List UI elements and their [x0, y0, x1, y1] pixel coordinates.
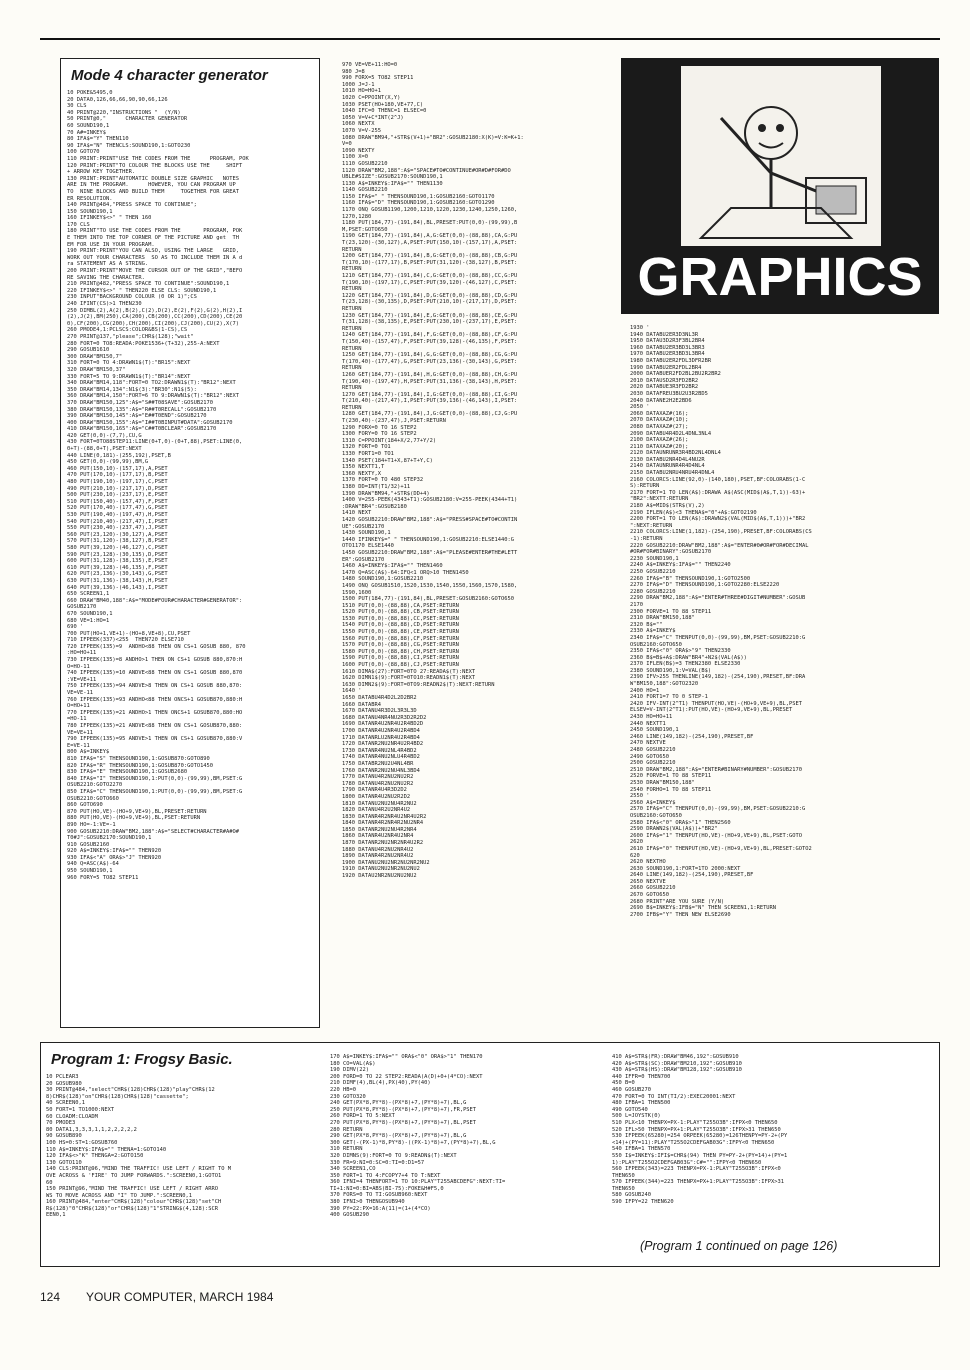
- frogsy-listing-col1: 10 PCLEAR3 20 GOSUB980 30 PRINT@484,"select"CHR$(128)CHR$(128)"play"CHR$(12 8)CHR$(128)"on"CHR$(128)CHR$(128)"cassette"; 40 SCREEN0,1 50 FORT=1 TO1000:NEXT 60 CLOADM:CLOADM 70 PMODE3 80 DATA1,3,3,3,1,1,2,2,2,2,2 90 GOSUB890 100 HS=0:ST=1:GOSUB760 110 A$=INKEY$:IFA$="" THENA=1:GOTO140 120 IFA$<>"K" THENGA=2:GOTO150 130 GOTO110 140 CLS:PRINT@96,"MIND THE TRAFFIC! USE LEFT / RIGHT TO M OVE ACROSS & 'FIRE' TO JUMP FORWARDS.":SCREEN0,1:GOTO1 60 150 PRINT@96,"MIND THE TRAFFIC! USE LEFT / RIGHT ARRO WS TO MOVE ACROSS AND "I" TO JUMP.":SCREEN0,1 160 PRINT@484,"enter"CHR$(128)"colour"CHR$(128)"set"CH R$(128)"0"CHR$(128)"or"CHR$(128)"1"STRING$(4,128):SCR EEN0,1: [46, 1074, 231, 1219]
- page-number: 124: [40, 1290, 61, 1304]
- mode4-listing-box: [60, 58, 320, 1028]
- graphics-illustration: [621, 58, 939, 314]
- frogsy-title: Program 1: Frogsy Basic.: [51, 1051, 233, 1068]
- graphics-heading: GRAPHICS: [637, 247, 923, 307]
- frogsy-listing-col3: 410 A$=STR$(FR):DRAW"BM46,192":GOSUB910 420 A$=STR$(SC):DRAW"BM210,192":GOSUB910 430 A$=STR$(HS):DRAW"BM128,192":GOSUB910 440 IFFR=0 THEN700 450 B=0 460 GOSUB270 470 FORT=0 TO INT(TI/2):EXEC20001:NEXT 480 IFBA=1 THEN500 490 GOTO540 500 L=JOYSTK(0) 510 PLX<10 THENPX=PX-1:PLAY"T255O3B":IFPX<0 THEN650 520 IFL>50 THENPX=PX+1:PLAY"T255O3B":IFPX>31 THEN650 530 IFPEEK(65280)=254 ORPEEK(65280)=126THENPY=PY-2+(PY <14)+(PY=11):PLAY"T255O2CDEFGAB03G":IFPY<0 THEN650 540 IFBA=1 THEN570 550 I$=INKEY$:IFI$=CHR$(94) THEN PY=PY-2+(PY=14)+(PY=1 1):PLAY"T255O2CDEFGAB03G":C#="":IFPY<0 THEN650 560 IFPEEK(343)=223 THENPX=PX-1:PLAY"T255O3B":IFPX<0 THEN650 570 IFPEEK(344)=223 THENPX=PX+1:PLAY"T255O3B":IFPX>31 THEN650 580 GOSUB240 590 IFPY=22 THEN620: [612, 1054, 788, 1206]
- continued-note: (Program 1 continued on page 126): [640, 1239, 838, 1253]
- top-rule: [40, 38, 940, 40]
- mode4-listing-col3: 1930 ' 1940 DATABU2ER3D3NL3R 1950 DATAU3D2R3F3BL2BR4 1960 DATABU2ER3BD3L3BR3 1970 DATABU2ER3BD3L3BR4 1980 DATABU2ER2FDL3DFR2BR 1990 DATABU2ER2FDL2BR4 2000 DATABUER2FD2BL2BU2R2BR2 2010 DATAUSD2R3FD2BR2 2020 DATABUE3R3FD2BR2 2030 DATAFREU3BU2U3R2BD5 2040 DATANE2H2E2BD6 2050 ' 2060 DATAXAZ#(16); 2070 DATAXAZ#(10); 2080 DATAXAZ#(27); 2090 DATABU4R4D2L4DNL3NL4 2100 DATAXAZ#(26); 2110 DATAXAZ#(20); 2120 DATAUNRUNR3R4BD2NL4DNL4 2130 DATABU2NR4D4L4NU2R 2140 DATAUNRUNR4R4D4NL4 2150 DATABU2NRU4NRU4R4DNL4 2160 COLORCS:LINE(92,0)-(140,180),PSET,BF:COLORABS(1-C S):RETURN 2170 FORT=1 TO LEN(A$):DRAWA A$(ASC(MID$(A$,T,1))-63)+ "BR2":NEXTT:RETURN 2180 A$=MID$(STR$(V),2) 2190 IFLEN(A$)<3 THENA$="0"+A$:GOTO2190 2200 FORT=1 TO LEN(A$):DRAWN2$(VAL(MID$(A$,T,1)))+"BR2 ":NEXT:RETURN 2210 COLORCS:LINE(1,182)-(254,190),PRESET,BF:COLORABS(CS -1):RETURN 2220 GOSUB2210:DRAW"BM2,188":A$="ENTER#0#OR#FOR#DECIMAL #OR#FOR#BINARY":GOSUB2170 2230 SOUND190,1 2240 A$=INKEY$:IFA$="" THEN2240 2250 GOSUB2210 2260 IFA$="B" THENSOUND190,1:GOTO2500 2270 IFA$="D" THENSOUND190,1:GOTO2280:ELSE2220 2280 GOSUB2210 2290 DRAW"BM2,188":A$="ENTER#THREE#DIGIT#NUMBER":GOSUB 2170 2300 FORVE=1 TO 88 STEP11 2310 DRAW"BM150,188" 2320 B$="" 2330 A$=INKEY$ 2340 IFA$="C" THENPUT(0,0)-(99,99),BM,PSET:GOSUB2210:G OSUB2160:GOTO650 2350 IFA$<"0" ORA$>"9" THEN2330 2360 B$=B$+A$:DRAW"BR4"+N2$(VAL(A$)) 2370 IFLEN(B$)=3 THEN2380 ELSE2330 2380 SOUND190,1:V=VAL(B$) 2390 IFV>255 THENLINE(149,182)-(254,190),PRESET,BF:DRA W"BM150,188":GOTO2320 2400 HO=1 2410 FORT1=7 TO 0 STEP-1 2420 IFV-INT(2^T1) THENPUT(HO,VE)-(HO+9,VE+9),BL,PSET ELSEV=V-INT(2^T1):PUT(HO,VE)-(HO+9,VE+9),BL,PRESET 2430 HO=HO+11 2440 NEXTT1 2450 SOUND190,1 2460 LINE(149,182)-(254,190),PRESET,BF 2470 NEXTVE 2480 GOSUB2210 2490 GOTO650 2500 GOSUB2210 2510 DRAW"BM2,188":A$="ENTER#BINARY#NUMBER":GOSUB2170 2520 FORVE=1 TO 88 STEP11 2530 DRAW"BM150,188" 2540 FORHO=1 TO 88 STEP11 2550 ' 2560 A$=INKEY$ 2570 IFA$="C" THENPUT(0,0)-(99,99),BM,PSET:GOSUB2210:G OSUB2160:GOTO650 2580 IFA$<"0" ORA$>"1" THEN2560 2590 DRAWN2$(VAL(A$))+"BR2" 2600 IFA$="1" THENPUT(HO,VE)-(HO+9,VE+9),BL,PSET:GOTO 2620 2610 IFA$="0" THENPUT(HO,VE)-(HO+9,VE+9),BL,PRESET:GOTO2 620 2620 NEXTHO 2630 SOUND190,1:FORT=1TO 2000:NEXT 2640 LINE(149,182)-(254,190),PRESET,BF 2650 NEXTVE 2660 GOSUB2210 2670 GOTO650 2680 PRINT"ARE YOU SURE (Y/N) 2690 B$=INKEY$:IFB$="N" THEN SCREEN1,1:RETURN 2700 IFB$="Y" THEN NEW ELSE2690: [630, 325, 812, 918]
- frogsy-listing-col2: 170 A$=INKEY$:IFA$="" ORA$<"0" ORA$>"1" THEN170 180 CO=VAL(A$) 190 DIMV(22) 200 FORD=0 TO 22 STEP2:READA(A(D)+0+(4*CO):NEXT 210 DIMF(4),BL(4),PX(40),PY(40) 220 HB=0 230 GOTO320 240 GET(PX*8,PY*8)-(PX*8)+7,(PY*8)+7),BL,G 250 PUT(PX*8,PY*8)-(PX*8)+7,(PY*8)+7),FR,PSET 260 FORD=1 TO 5:NEXT 270 PUT(PX*8,PY*8)-(PX*8)+7,(PY*8)+7),BL,PSET 280 RETURN 290 GET(PX*8,PY*8)-(PX*8)+7,(PY*8)+7),BL,G 300 GET(-(PX-1)*8,PY*8)-((PX-1)*8)+7,(PY*8)+7),BL,G 310 RETURN 320 DIMNS(9):FORT=0 TO 9:READN$(T):NEXT 330 FR=9:NI=0:SC=0:TI=0:D1=57 340 SCREEN1,CO 350 FORT=1 TO 4:FCOPY7+4 TO T:NEXT 360 IFNI=4 THENFORT=1 TO 10:PLAY"T255ABCDEFG":NEXT:TI= TI+1:NI=0:BI=ABS(BI-75):FOKE&H#F5,0 370 FORS=0 TO TI:GOSUB960:NEXT 380 IFNI>0 THENGOSUB940 390 PY=22:PX=16:A(11)=(1+(4*CO) 400 GOSUB290: [330, 1054, 506, 1219]
- page-footer: [40, 1290, 299, 1304]
- magazine-name: YOUR COMPUTER, MARCH 1984: [86, 1290, 274, 1304]
- mode4-title: Mode 4 character generator: [71, 67, 268, 84]
- mode4-listing-col2: 970 VE=VE+11:HO=0 980 J=8 990 FORX=5 TO82 STEP11 1000 J=J-1 1010 HO=HO+1 1020 C=PPOINT(X,Y) 1030 PSET(HO+180,VE+77,C) 1040 IFC=0 THENC=1 ELSEC=0 1050 V=V+C*INT(2^J) 1060 NEXTX 1070 V=V-255 1080 DRAW"BM94,"+STR$(V+1)+"BR2":GOSUB2180:X(K)=V:K=K+1: V=0 1090 NEXTY 1100 X=0 1110 GOSUB2210 1120 DRAW"BM2,188":A$="SPACE#TO#CONTINUE#OR#D#FOR#DO UBLE#SIZE":GOSUB2170:SOUND190,1 1130 A$=INKEY$:IFA$="" THEN1130 1140 GOSUB2210 1150 IFA$=" " THENSOUND190,1:GOSUB2160:GOTO1170 1160 IFA$="D" THENSOUND190,1:GOSUB2160:GOTO1290 1170 ONQ GOSUB1190,1200,1210,1220,1230,1240,1250,1260, 1270,1280 1180 PUT(184,77)-(191,84),BL,PRESET:PUT(0,0)-(99,99),B M,PSET:GOTO650 1190 GET(184,77)-(191,84),A,G:GET(0,0)-(88,88),CA,G:PU T(23,120)-(30,127),A,PSET:PUT(150,10)-(157,17),A,PSET: RETURN 1200 GET(184,77)-(191,84),B,G:GET(0,0)-(88,88),CB,G:PU T(170,10)-(177,17),B,PSET:PUT(31,120)-(38,127),B,PSET: RETURN 1210 GET(184,77)-(191,84),C,G:GET(0,0)-(88,88),CC,G:PU T(190,10)-(197,17),C,PSET:PUT(39,120)-(46,127),C,PSET: RETURN 1220 GET(184,77)-(191,84),D,G:GET(0,0)-(88,88),CD,G:PU T(23,128)-(30,135),D,PSET:PUT(210,10)-(217,17),D,PSET: RETURN 1230 GET(184,77)-(191,84),E,G:GET(0,0)-(88,88),CE,G:PU T(31,128)-(38,135),E,PSET:PUT(230,10)-(237,17),E,PSET: RETURN 1240 GET(184,77)-(191,84),F,G:GET(0,0)-(88,88),CF,G:PU T(150,40)-(157,47),F,PSET:PUT(39,128)-(46,135),F,PSET: RETURN 1250 GET(184,77)-(191,84),G,G:GET(0,0)-(88,88),CG,G:PU T(170,40)-(177,47),G,PSET:PUT(23,136)-(30,143),G,PSET: RETURN 1260 GET(184,77)-(191,84),H,G:GET(0,0)-(88,88),CH,G:PU T(190,40)-(197,47),H,PSET:PUT(31,136)-(38,143),H,PSET: RETURN 1270 GET(184,77)-(191,84),I,G:GET(0,0)-(88,88),CI,G:PU T(210,40)-(217,47),I,PSET:PUT(39,136)-(46,143),I,PSET: RETURN 1280 GET(184,77)-(191,84),J,G:GET(0,0)-(88,88),CJ,G:PU T(230,40)-(237,47),J,PSET:RETURN 1290 FORX=0 TO 16 STEP2 1300 FORY=0 TO 16 STEP2 1310 C=PPOINT(184+X/2,77+Y/2) 1320 FORT=0 TO1 1330 FORT1=0 TO1 1340 PSET(184+T1+X,87+T+Y,C) 1350 NEXTT1,T 1360 NEXTY,X 1370 FORT=0 TO 480 STEP32 1380 DD=INT(T1/32)+11 1390 DRAW"BM94,"+STR$(DD+4) 1400 V=255-PEEK(4343+T1):GOSUB2180:V=255-PEEK(4344+T1) :DRAW"BR4":GOSUB2180 1410 NEXT 1420 GOSUB2210:DRAW"BM2,188":A$="PRESS#SPACE#TO#CONTIN UE":GOSUB2170 1430 SOUND190,1 1440 IFINKEY$=" " THENSOUND190,1:GOSUB2210:ELSE1440:G OTO1170 ELSE1440 1450 GOSUB2210:DRAW"BM2,188":A$="PLEASE#ENTER#THE#LETT ER":GOSUB2170 1460 A$=INKEY$:IFA$="" THEN1460 1470 Q=ASC(A$)-64:IFQ<1 ORQ>10 THEN1450 1480 SOUND190,1:GOSUB2210 1490 ONQ GOSUB1510,1520,1530,1540,1550,1560,1570,1580, 1590,1600 1500 PUT(184,77)-(191,84),BL,PRESET:GOSUB2160:GOTO650 1510 PUT(0,0)-(88,88),CA,PSET:RETURN 1520 PUT(0,0)-(88,88),CB,PSET:RETURN 1530 PUT(0,0)-(88,88),CC,PSET:RETURN 1540 PUT(0,0)-(88,88),CD,PSET:RETURN 1550 PUT(0,0)-(88,88),CE,PSET:RETURN 1560 PUT(0,0)-(88,88),CF,PSET:RETURN 1570 PUT(0,0)-(88,88),CG,PSET:RETURN 1580 PUT(0,0)-(88,88),CH,PSET:RETURN 1590 PUT(0,0)-(88,88),CI,PSET:RETURN 1600 PUT(0,0)-(88,88),CJ,PSET:RETURN 1610 DIMA$(27):FORT=0TO 27:READA$(T):NEXT 1620 DIMN1$(9):FORT=0TO10:READN1$(T):NEXT 1630 DIMN2$(9):FORT=0TO9:READN2$(T):NEXT:RETURN 1640 ' 1650 DATABU4R4D2L2D2BR2 1660 DATABR4 1670 DATANU4R3D2L3R3L3D 1680 DATANU4NR4NU2R3D2R2D2 1690 DATANR4U2NR4U2R4BD2D 1700 DATANR4U2NR4U2R4BD4 1710 DATANRLU2NR4U2R4BD4 1720 DATANR2NU2NR4U2R4BD2 1730 DATANR4NU2NL4R4BD2 1740 DATANR4NU2NLU4R4BD2 1750 DATABR2NU2U4NL4BR 1760 DATANR2NU2NU4NL3BD4 1770 DATANU4R2NU2NU2R2 1780 DATANU4R2NU2NU2R2 1790 DATANR4U4R3D2D2 1800 DATANR4U2NU2R2D2 1810 DATANU2NU2NU4R2NU2 1820 DATANU4R2U2NR4U2 1830 DATANR4R2NR4U2NR4U2R2 1840 DATANR4R2NR4R2NU2NR4 1850 DATANR2NU2NU4R2NR4 1860 DATANR4U2NR4U2NR4 1870 DATANR2NU2NR2NR4U2R2 1880 DATANU4R2NU2NR4U2 1890 DATANR4R2NU2NR4U2 1900 DATANU2NU2NR2NU2NR2NU2 1910 DATANU2NU2NR2NU2NU2 1920 DATAU2NR2NU2NU2NU2: [342, 62, 524, 880]
- mode4-listing-col1: 10 POKE&5495,0 20 DATA0,126,66,66,90,90,66,126 30 CLS 40 PRINT@220,"INSTRUCTIONS " (Y/N) 50 PRINT@0," CHARACTER GENERATOR 60 SOUND190,1 70 A#=INKEY$ 80 IFA$="Y" THEN110 90 IFA$="N" THENCLS:SOUND190,1:GOTO230 100 GOTO70 110 PRINT:PRINT"USE THE CODES FROM THE PROGRAM, POK 120 PRINT:PRINT"TO COLOUR THE BLOCKS USE THE SHIFT + ARROW KEY TOGETHER. 130 PRINT:PRINT"AUTOMATIC DOUBLE SIZE GRAPHIC NOTES ARE IN THE PROGRAM. HOWEVER, YOU CAN PROGRAM UP TO NINE BLOCKS AND BUILD THEM TOGETHER FOR GREAT ER RESOLUTION. 140 PRINT@484,"PRESS SPACE TO CONTINUE"; 150 SOUND190,1 160 IFINKEY$<>" " THEN 160 170 CLS 180 PRINT"TO USE THE CODES FROM THE PROGRAM, POK E THEM INTO THE TOP CORNER OF THE PICTURE AND get TH EM FOR USE IN YOUR PROGRAM. 190 PRINT:PRINT"YOU CAN ALSO, USING THE LARGE GRID, WORK OUT YOUR CHARACTERS SO AS TO INCLUDE THEM IN A d ra STATEMENT AS A STRING. 200 PRINT:PRINT"MOVE THE CURSOR OUT OF THE GRID","BEFO RE SAVING THE CHARACTER. 210 PRINT@482,"PRESS SPACE TO CONTINUE":SOUND190,1 220 IFINKEY$<>" " THEN220 ELSE CLS: SOUND190,1 230 INPUT"BACKGROUND COLOUR (0 OR 1)";CS 240 IFINT(CS)>1 THEN230 250 DIMBL(2),A(2),B(2),C(2),D(2),E(2),F(2),G(2),H(2),I (2),J(2),BM(250),CA(200),CB(200),CC(200),CD(200),CE(20 0),CF(200),CG(200),CH(200),CI(200),CJ(200),CU(2),X(7) 260 PMODE4,1:PCLSCS:COLOR&BS(1-CS),CS 270 PRINT@137,"please";CHR$(128);"wait" 280 FORT=0 TO8:READA:POKE1536+(T+32),255-A:NEXT 290 GOSUB1610 300 DRAW"BM150,7" 310 FORT=0 TO 4:DRAWN1$(T):"BR15":NEXT 320 DRAW"BM150,37" 330 FORT=5 TO 9:DRAWN1$(T):"BR14":NEXT 340 DRAW"BM14,118":FORT=0 TO2:DRAWN1$(T):"BR12":NEXT 350 DRAW"BM14,134":N1$(3):"BR30":N1$(5): 360 DRAW"BM14,150":FORT=6 TO 9:DRAWN1$(T):"BR12":NEXT 370 DRAW"BM150,125":A$="S##T08SAVE":GOSUB2170 380 DRAW"BM150,135":A$="R##T0RECALL":GOSUB2170 390 DRAW"BM150,145":A$="E##T0END":GOSUB2170 400 DRAW"BM150,155":A$="I##T0BINPUT#DATA":GOSUB2170 410 DRAW"BM150,165":A$="C##T0BCLEAR":GOSUB2170 420 GET(0,0)-(7,7),CU,G 430 FORT=0TO88STEP11:LINE(0+T,0)-(0+T,88),PSET:LINE(0, 0+T)-(88,0+T),PSET:NEXT 440 LINE(0,181)-(255,192),PSET,B 450 GET(0,0)-(99,99),BM,G 460 PUT(150,10)-(157,17),A,PSET 470 PUT(170,10)-(177,17),B,PSET 480 PUT(190,10)-(197,17),C,PSET 490 PUT(210,10)-(217,17),D,PSET 500 PUT(230,10)-(237,17),E,PSET 510 PUT(150,40)-(157,47),F,PSET 520 PUT(170,40)-(177,47),G,PSET 530 PUT(190,40)-(197,47),H,PSET 540 PUT(210,40)-(217,47),I,PSET 550 PUT(230,40)-(237,47),J,PSET 560 PUT(23,120)-(30,127),A,PSET 570 PUT(31,120)-(38,127),B,PSET 580 PUT(39,120)-(46,127),C,PSET 590 PUT(23,128)-(30,135),D,PSET 600 PUT(31,128)-(38,135),E,PSET 610 PUT(39,128)-(46,135),F,PSET 620 PUT(23,136)-(30,143),G,PSET 630 PUT(31,136)-(38,143),H,PSET 640 PUT(39,136)-(46,143),I,PSET 650 SCREEN1,1 660 DRAW"BM40,188":A$="MODE#FOUR#CHARACTER#GENERATOR": GOSUB2170 670 SOUND190,1 680 VE=1:HO=1 690 ' 700 PUT(HO+1,VE+1)-(HO+8,VE+8),CU,PSET 710 IFPEEK(337)<255 THEN720 ELSE710 720 IFPEEK(135)=9 ANDHO<88 THEN ON CS+1 GOSUB 880, 870 :HO=HO+11 730 IFPEEK(135)=8 ANDHO>1 THEN ON CS+1 GOSUB 880,870:H O=HO-11 740 IFPEEK(135)=10 ANDVE<88 THEN ON CS+1 GOSUB 880,870 :VE=VE+11 750 IFPEEK(135)=94 ANDVE>8 THEN ON CS+1 GOSUB 880,870: VE=VE-11 760 IFPEEK(135)=93 ANDHO<88 THEN ONCS+1 GOSUB870,880:H O=HO+11 770 IFPEEK(135)=21 ANDHO>1 THEN ONCS+1 GOSUB870,880:HO =HO-11 780 IFPEEK(135)=21 ANDVE<88 THEN ON CS+1 GOSUB870,880: VE=VE+11 790 IFPEEK(135)=95 ANDVE>1 THEN ON CS+1 GOSUB870,880:V E=VE-11 800 A$=INKEY$ 810 IFA$="S" THENSOUND190,1:GOSUB870:GOTO890 820 IFA$="R" THENSOUND190,1:GOSUB870:GOTO1450 830 IFA$="E" THENSOUND190,1:GOSUB2680 840 IFA$="I" THENSOUND190,1:PUT(0,0)-(99,99),BM,PSET:G OSUB2210:GOTO2270 850 IFA$="C" THENSOUND190,1:PUT(0,0)-(99,99),BM,PSET:G OSUB2210:GOTO660 860 GOTO690 870 PUT(HO,VE)-(HO+9,VE+9),BL,PRESET:RETURN 880 PUT(HO,VE)-(HO+9,VE+9),BL,PSET:RETURN 890 HO=-1:VE=-1 900 GOSUB2210:DRAW"BM2,188":A$="SELECT#CHARACTER#A#O# T0#J":GOSUB2170:SOUND190,1 910 GOSUB2160 920 A$=INKEY$:IFA$="" THEN920 930 IFA$<"A" ORA$>"J" THEN920 940 Q=ASC(A$)-64 950 SOUND190,1 960 FORY=5 TO82 STEP11: [67, 90, 249, 881]
